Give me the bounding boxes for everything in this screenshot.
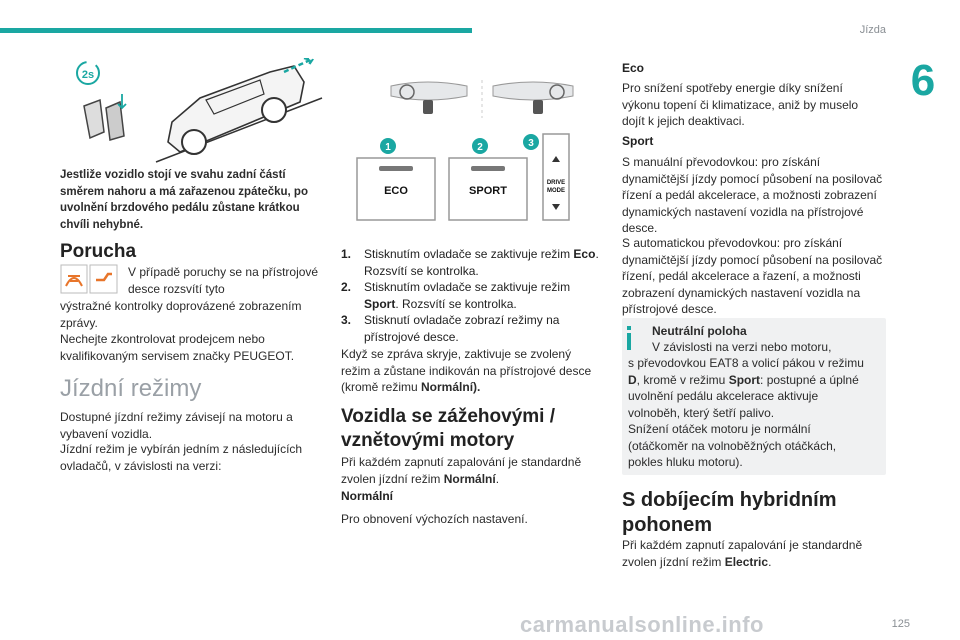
- sport-text-automatic: S automatickou převodovkou: pro získání dynamičtější jízdy pomocí působení na posilovač řízení, pedál akcelerace a řazení, a možnosti zobrazení dynamických nastavení vozidla na přístrojové desce.: [622, 236, 883, 316]
- eco-text: Pro snížení spotřeby energie díky snížení výkonu topení či klimatizace, aniž by muselo dojít k jejich deaktivaci.: [622, 81, 859, 128]
- eco-button-label: ECO: [384, 185, 408, 197]
- eco-heading: Eco: [622, 61, 645, 75]
- note-line: uvolnění pedálu akcelerace aktivuje: [628, 389, 819, 403]
- list-item: 2. Stisknutím ovladače se zaktivuje režim Sport. Rozsvítí se kontrolka.: [341, 280, 571, 311]
- sport-button-label: SPORT: [469, 185, 507, 197]
- engines-text: Při každém zapnutí zapalování je standardně zvolen jízdní režim Normální.: [341, 455, 582, 486]
- mode-steps-list: [341, 246, 603, 345]
- svg-text:DRIVE: DRIVE: [546, 180, 566, 186]
- list-item: 3. Stisknutí ovladače zobrazí režimy na přístrojové desce.: [341, 313, 560, 344]
- warning-lamps: [60, 264, 118, 294]
- svg-text:3: 3: [528, 138, 534, 149]
- note-line: D, kromě v režimu Sport: postupné a úplné: [628, 373, 859, 387]
- hybrid-heading: S dobíjecím hybridním pohonem: [622, 489, 837, 536]
- steering-wheel-switches: [387, 78, 577, 120]
- list-item: 1. Stisknutím ovladače se zaktivuje režim Eco. Rozsvítí se kontrolka.: [341, 247, 599, 278]
- note-line: (otáčkoměr na volnoběžných otáčkách,: [628, 439, 837, 453]
- top-accent-bar: [0, 28, 472, 33]
- sport-text-manual: S manuální převodovkou: pro získání dynamičtější jízdy pomocí působení na posilovač řízení a pedál akcelerace, a možnosti zobrazení dynamických nastavení vozidla na přístrojové desce.: [622, 155, 883, 235]
- fault-text-2: výstražné kontrolky doprovázené zobrazením zprávy.: [60, 299, 302, 330]
- chapter-tab: [886, 44, 960, 118]
- note-line: Snížení otáček motoru je normální: [628, 422, 811, 436]
- engines-heading: Vozidla se zážehovými / vznětovými motory: [341, 406, 556, 451]
- note-line: volnoběh, který šetří palivo.: [628, 406, 775, 420]
- hybrid-text: Při každém zapnutí zapalování je standardně zvolen jízdní režim Electric.: [622, 538, 863, 569]
- hill-start-illustration: [60, 58, 332, 164]
- svg-text:MODE: MODE: [547, 188, 565, 194]
- chapter-number: 6: [910, 56, 936, 105]
- normal-text: Pro obnovení výchozích nastavení.: [341, 512, 528, 526]
- motion-arrow-icon: [284, 58, 312, 72]
- modes-text-1: Dostupné jízdní režimy závisejí na motoru a vybavení vozidla.: [60, 410, 293, 441]
- note-box: [622, 318, 886, 475]
- svg-text:1: 1: [385, 142, 391, 153]
- switch-icon: [533, 100, 543, 114]
- modes-heading: Jízdní režimy: [60, 375, 202, 402]
- note-line: pokles hluku motoru).: [628, 455, 743, 469]
- info-icon: [624, 326, 634, 350]
- timer-2s-label: 2s: [81, 69, 95, 81]
- switch-icon: [423, 100, 433, 114]
- section-title: Jízda: [859, 24, 886, 36]
- brake-pedal-icon: [84, 100, 104, 138]
- svg-text:2: 2: [477, 142, 483, 153]
- mode-buttons-illustration: [351, 132, 571, 222]
- modes-text-2: Jízdní režim je vybírán jedním z následujících ovladačů, v závislosti na verzi:: [60, 442, 303, 473]
- fault-text-1: V případě poruchy se na přístrojové desce rozsvítí tyto: [128, 265, 319, 296]
- note-line: V závislosti na verzi nebo motoru,: [652, 340, 832, 354]
- note-line: s převodovkou EAT8 a volicí pákou v režimu: [628, 356, 864, 370]
- hill-caption: Jestliže vozidlo stojí ve svahu zadní částí směrem nahoru a má zařazenou zpátečku, po uvolnění brzdového pedálu zůstane krátkou chvíli nehybné.: [60, 169, 308, 231]
- normal-heading: Normální: [341, 489, 394, 503]
- note-title: Neutrální poloha: [652, 324, 747, 338]
- watermark: carmanualsonline.info: [520, 612, 764, 637]
- fault-heading: Porucha: [60, 241, 137, 262]
- release-arrow-icon: [118, 94, 126, 108]
- sport-heading: Sport: [622, 134, 654, 148]
- fault-text-3: Nechejte zkontrolovat prodejcem nebo kvalifikovaným servisem značky PEUGEOT.: [60, 332, 295, 363]
- after-list-text: Když se zpráva skryje, zaktivuje se zvolený režim a zůstane indikován na přístrojové desce (kromě režimu Normální).: [341, 347, 592, 394]
- page-number: 125: [891, 618, 910, 630]
